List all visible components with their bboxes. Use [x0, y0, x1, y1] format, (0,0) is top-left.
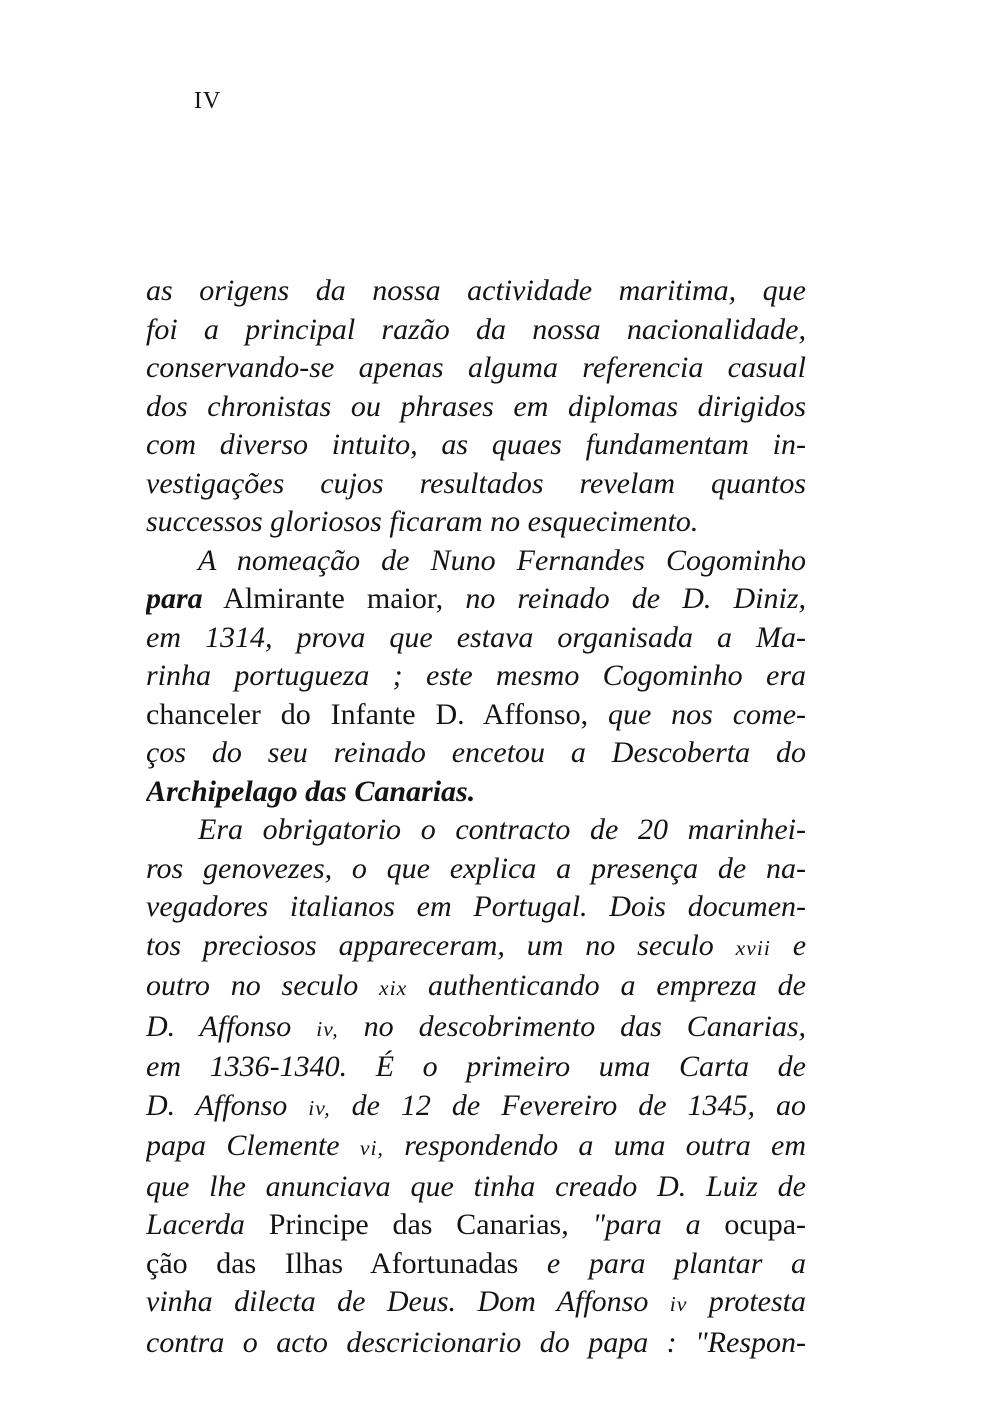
- text-run: "para a: [592, 1208, 701, 1241]
- text-line: [146, 1008, 806, 1049]
- text-line: ros genovezes, o que explica a presença de na-: [146, 851, 806, 885]
- text-run: Principe das Canarias,: [268, 1208, 569, 1241]
- text-run: D. Affonso: [146, 1088, 288, 1122]
- paragraph-1: [146, 272, 806, 542]
- text-run: respondendo a uma outra em: [404, 1129, 806, 1162]
- text-run: no descobrimento das Canarias,: [363, 1009, 806, 1043]
- text-line: vestigações cujos resultados revelam quantos: [146, 466, 806, 500]
- paragraph-3: [146, 811, 806, 1362]
- text-run: Almirante maior,: [223, 582, 444, 615]
- text-line: [146, 580, 806, 619]
- text-line: [146, 1127, 806, 1168]
- text-run: que nos come-: [608, 697, 806, 731]
- text-run: iv,: [316, 1016, 339, 1041]
- text-line: [146, 927, 806, 968]
- text-line: [146, 1245, 806, 1284]
- text-run: e para plantar a: [546, 1246, 806, 1280]
- text-line: ços do seu reinado encetou a Descoberta do: [146, 736, 806, 769]
- text-line: conservando-se apenas alguma referencia casual: [146, 351, 806, 384]
- text-run: Lacerda: [146, 1208, 245, 1241]
- text-line: [146, 1283, 806, 1324]
- text-line: [146, 1087, 806, 1128]
- text-line: as origens da nossa actividade maritima, que: [146, 274, 806, 307]
- text-line: em 1336-1340. É o primeiro uma Carta de: [146, 1050, 806, 1083]
- text-line: [146, 696, 806, 735]
- text-line: com diverso intuito, as quaes fundamentam in-: [146, 428, 806, 461]
- text-run: iv: [669, 1292, 688, 1316]
- body-text: [146, 272, 806, 1362]
- text-line: rinha portugueza ; este mesmo Cogominho era: [146, 659, 806, 692]
- text-run: authenticando a empreza de: [428, 969, 806, 1002]
- text-run: vi,: [359, 1136, 384, 1160]
- text-run: para: [146, 582, 203, 615]
- text-line: successos gloriosos ficaram no esquecimento.: [146, 505, 699, 538]
- text-line: que lhe anunciava que tinha creado D. Luiz de: [146, 1169, 806, 1203]
- text-line: em 1314, prova que estava organisada a Ma-: [146, 620, 806, 654]
- paragraph-2: [146, 542, 806, 812]
- text-run: protesta: [708, 1285, 806, 1318]
- text-run: e: [792, 928, 806, 962]
- text-line: contra o acto descricionario do papa : "Respon-: [146, 1325, 806, 1359]
- text-run: tos preciosos appareceram, um no seculo: [146, 928, 714, 962]
- text-line: Era obrigatorio o contracto de 20 marinhei-: [198, 813, 806, 846]
- text-run: D. Affonso: [146, 1009, 292, 1043]
- text-run: no reinado de D. Diniz,: [465, 582, 806, 615]
- text-line: A nomeação de Nuno Fernandes Cogominho: [198, 543, 806, 577]
- text-line: [146, 1206, 806, 1245]
- text-line: Archipelago das Canarias.: [146, 774, 476, 808]
- text-run: outro no seculo: [146, 969, 359, 1002]
- text-run: papa Clemente: [146, 1129, 340, 1162]
- text-run: xix: [379, 976, 408, 1000]
- text-run: iv,: [308, 1095, 331, 1120]
- text-line: vegadores italianos em Portugal. Dois documen-: [146, 890, 806, 923]
- text-run: ção das Ilhas Afortunadas: [146, 1246, 519, 1280]
- text-line: [146, 967, 806, 1008]
- page-number: IV: [194, 88, 222, 114]
- text-run: vinha dilecta de Deus. Dom Affonso: [146, 1285, 649, 1318]
- text-line: foi a principal razão da nossa nacionalidade,: [146, 312, 806, 346]
- text-run: ocupa-: [724, 1208, 806, 1241]
- text-run: xvii: [735, 935, 771, 960]
- text-run: chanceler do Infante D. Affonso,: [146, 697, 589, 731]
- text-line: dos chronistas ou phrases em diplomas dirigidos: [146, 389, 806, 423]
- text-run: de 12 de Fevereiro de 1345, ao: [351, 1088, 806, 1122]
